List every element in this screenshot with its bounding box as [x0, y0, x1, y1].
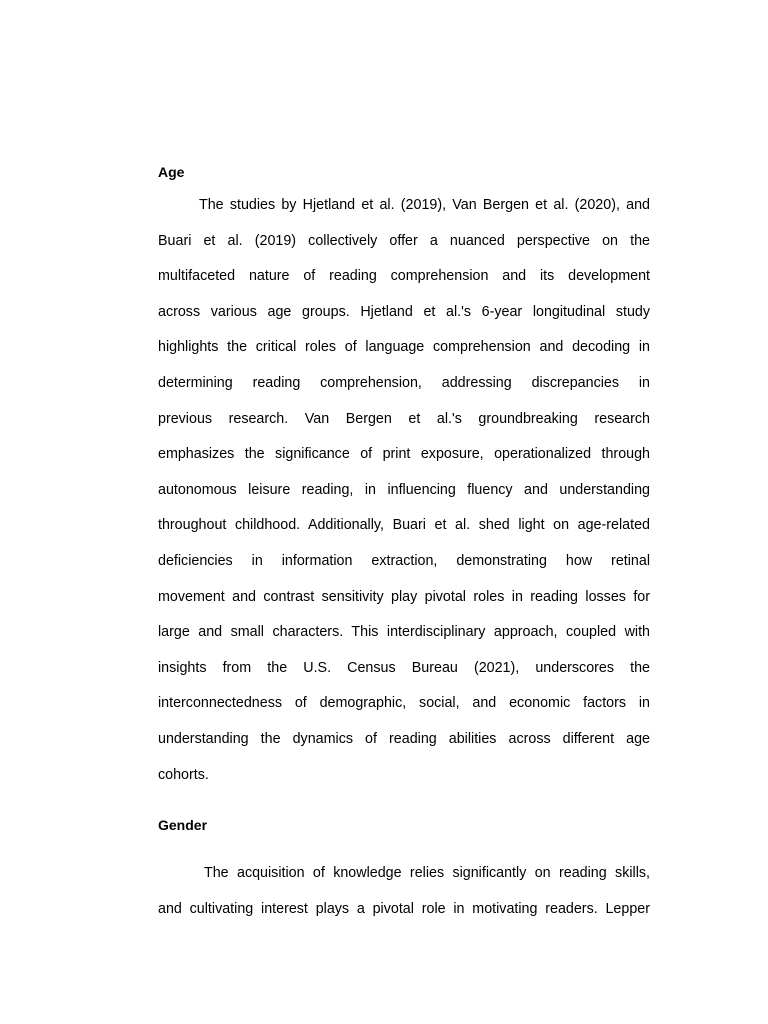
paragraph-line: autonomous leisure reading, in influencing fluency and understanding [158, 481, 650, 498]
section-heading-age: Age [158, 164, 185, 180]
paragraph-line: highlights the critical roles of language comprehension and decoding in [158, 339, 650, 356]
paragraph-line: across various age groups. Hjetland et al.'s 6-year longitudinal study [158, 303, 650, 320]
paragraph-line: The studies by Hjetland et al. (2019), Van Bergen et al. (2020), and [199, 197, 650, 213]
paragraph-line: previous research. Van Bergen et al.'s groundbreaking research [158, 410, 650, 427]
paragraph-line: large and small characters. This interdisciplinary approach, coupled with [158, 624, 650, 641]
age-paragraph [158, 196, 650, 801]
paragraph-line: cohorts. [158, 766, 209, 783]
paragraph-line: understanding the dynamics of reading abilities across different age [158, 730, 650, 747]
paragraph-line: emphasizes the significance of print exposure, operationalized through [158, 446, 650, 463]
paragraph-line: and cultivating interest plays a pivotal role in motivating readers. Lepper [158, 900, 650, 917]
paragraph-line: movement and contrast sensitivity play pivotal roles in reading losses for [158, 588, 650, 605]
paragraph-line: insights from the U.S. Census Bureau (2021), underscores the [158, 659, 650, 676]
gender-paragraph [158, 864, 650, 935]
paragraph-line: throughout childhood. Additionally, Buari et al. shed light on age-related [158, 517, 650, 534]
paragraph-line: The acquisition of knowledge relies significantly on reading skills, [204, 865, 650, 881]
paragraph-line: Buari et al. (2019) collectively offer a nuanced perspective on the [158, 232, 650, 249]
paragraph-line: interconnectedness of demographic, social, and economic factors in [158, 695, 650, 712]
paragraph-line: determining reading comprehension, addressing discrepancies in [158, 374, 650, 391]
paragraph-line: multifaceted nature of reading comprehension and its development [158, 268, 650, 285]
paragraph-line: deficiencies in information extraction, demonstrating how retinal [158, 552, 650, 569]
section-heading-gender: Gender [158, 817, 208, 833]
